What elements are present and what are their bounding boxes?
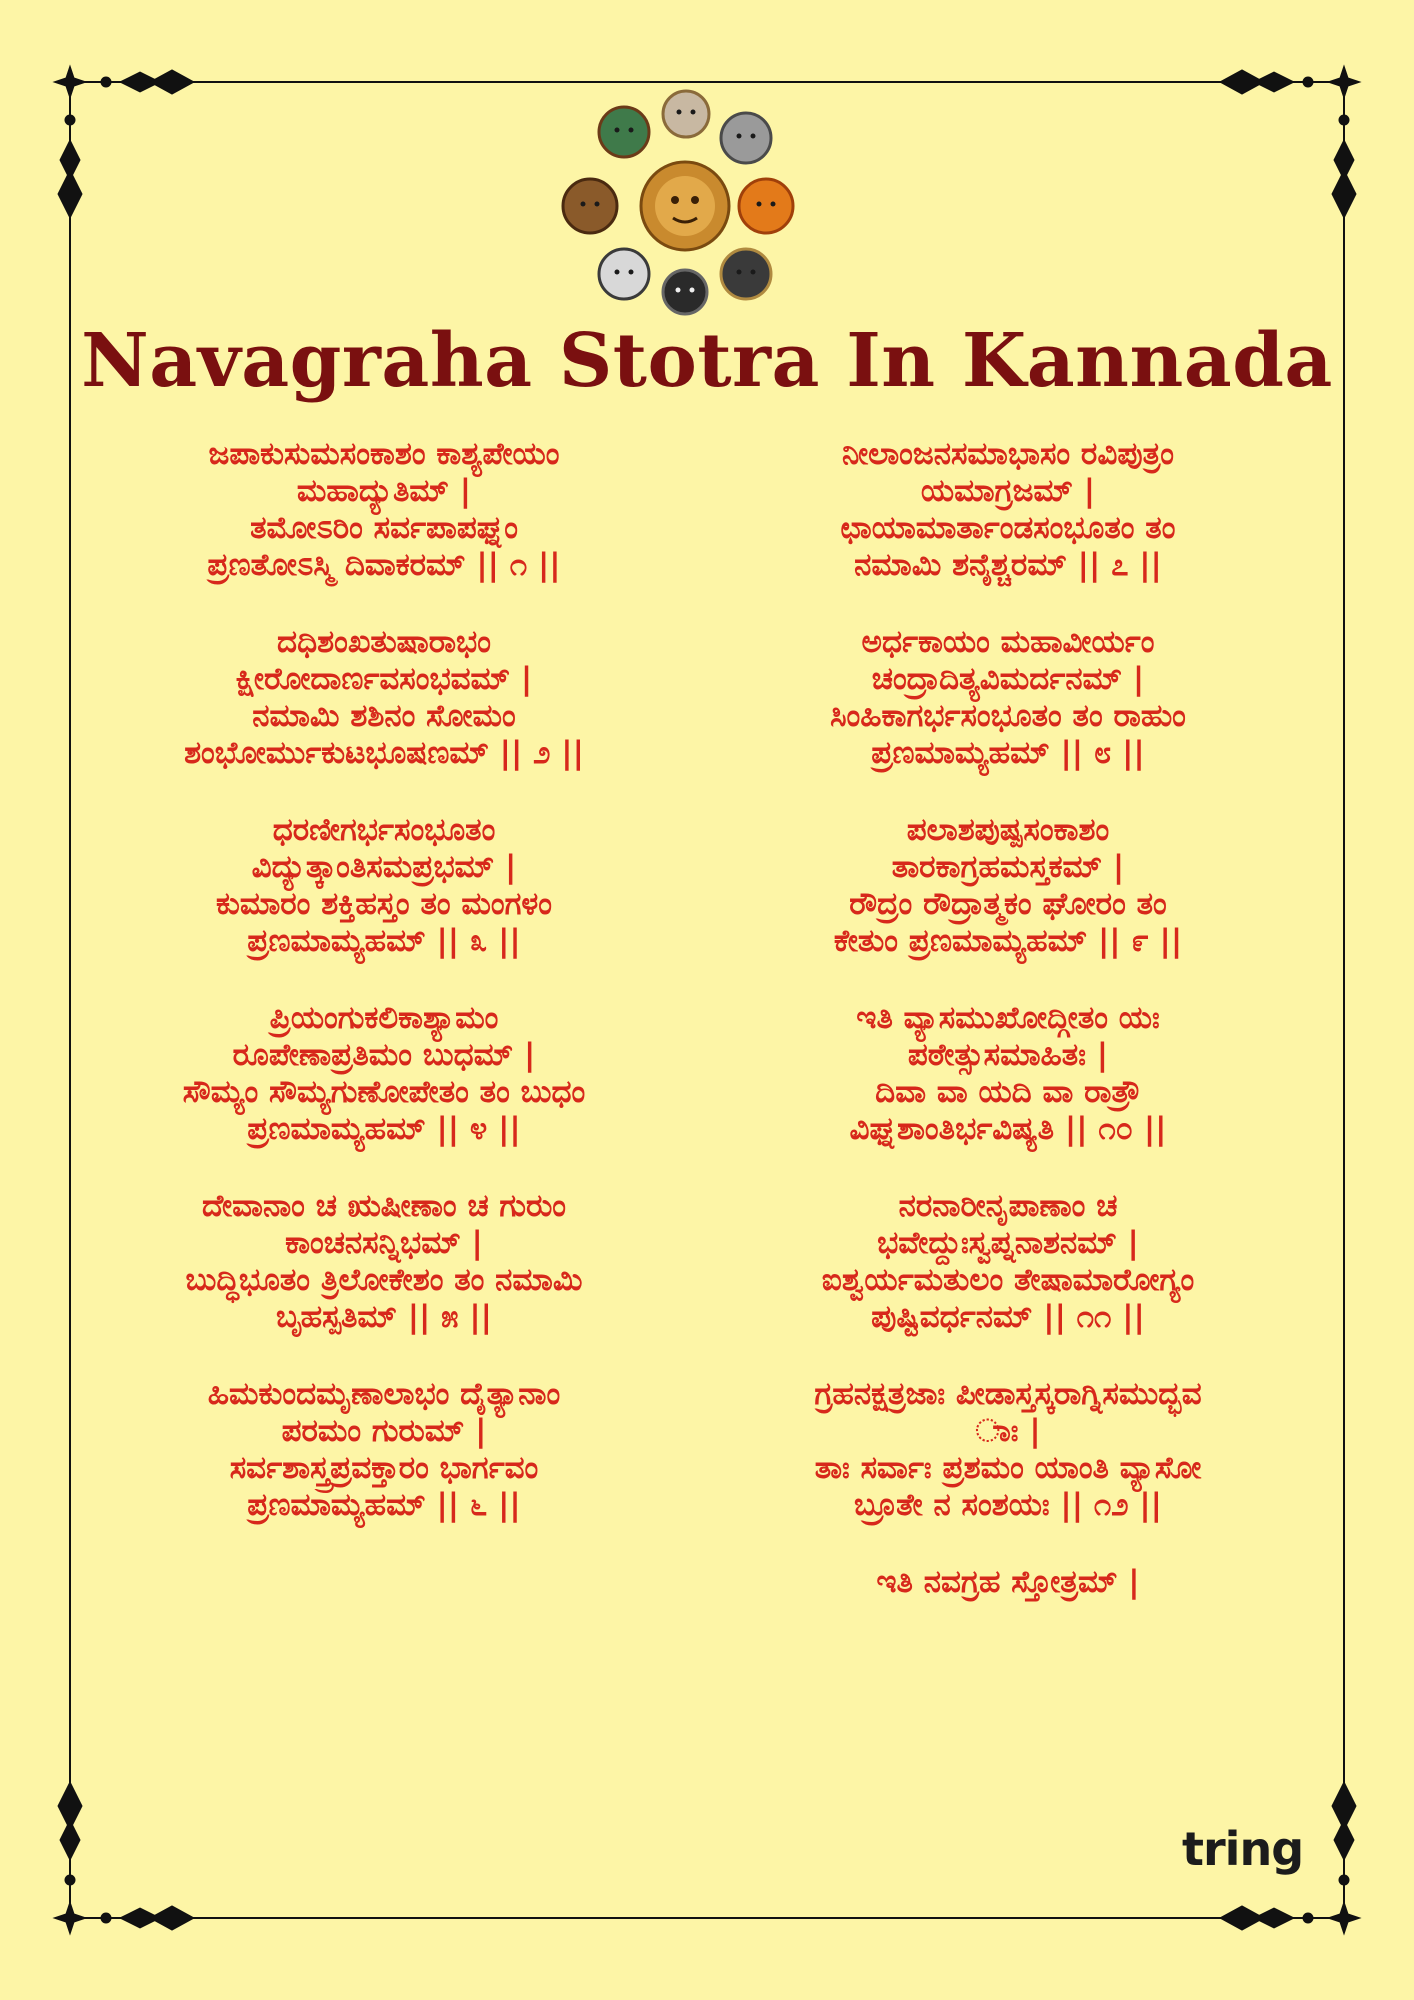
- verse: [688, 1376, 1328, 1564]
- verse-line: ಪಲಾಶಪುಷ್ಪಸಂಕಾಶಂ: [906, 812, 1110, 848]
- verse-line: ಕುಮಾರಂ ಶಕ್ತಿಹಸ್ತಂ ತಂ ಮಂಗಳಂ: [216, 886, 552, 922]
- verse: [64, 436, 704, 624]
- verse-line: ನಮಾಮಿ ಶಶಿನಂ ಸೋಮಂ: [252, 698, 516, 734]
- verse-line: ಹಿಮಕುಂದಮೃಣಾಲಾಭಂ ದೈತ್ಯಾನಾಂ: [207, 1376, 561, 1412]
- verse-line: ನೀಲಾಂಜನಸಮಾಭಾಸಂ ರವಿಪುತ್ರಂ: [841, 436, 1175, 472]
- verse-line: ಇತಿ ವ್ಯಾಸಮುಖೋದ್ಗೀತಂ ಯಃ: [856, 1000, 1160, 1036]
- verse-line: ಕ್ಷೀರೋದಾರ್ಣವಸಂಭವಮ್ |: [235, 661, 533, 697]
- verse-line: ಬ್ರೂತೇ ನ ಸಂಶಯಃ || ೧೨ ||: [853, 1487, 1163, 1523]
- verse: [64, 1376, 704, 1564]
- verse-line: ತಾರಕಾಗ್ರಹಮಸ್ತಕಮ್ |: [891, 849, 1125, 885]
- verse-line: ಾಃ |: [975, 1413, 1041, 1449]
- verse-line: ವಿಘ್ನಶಾಂತಿರ್ಭವಿಷ್ಯತಿ || ೧೦ ||: [849, 1111, 1167, 1147]
- verse: [688, 1000, 1328, 1188]
- verse-line: ಧರಣೀಗರ್ಭಸಂಭೂತಂ: [272, 812, 496, 848]
- page-title: Navagraha Stotra In Kannada: [81, 318, 1333, 404]
- verse-line: ಪ್ರಣತೋಽಸ್ಮಿ ದಿವಾಕರಮ್ || ೧ ||: [207, 547, 561, 583]
- verse-line: ಬೃಹಸ್ಪತಿಮ್ || ೫ ||: [276, 1299, 492, 1335]
- verse-line: ಯಮಾಗ್ರಜಮ್ |: [920, 473, 1096, 509]
- verse: [688, 812, 1328, 1000]
- verse-line: ಸಿಂಹಿಕಾಗರ್ಭಸಂಭೂತಂ ತಂ ರಾಹುಂ: [830, 698, 1186, 734]
- verse-line: ಪ್ರಣಮಾಮ್ಯಹಮ್ || ೩ ||: [247, 923, 521, 959]
- verse: [64, 1000, 704, 1188]
- verse-line: ಶಂಭೋರ್ಮುಕುಟಭೂಷಣಮ್ || ೨ ||: [184, 735, 584, 771]
- verse-line: ಕಾಂಚನಸನ್ನಿಭಮ್ |: [285, 1225, 483, 1261]
- verse-line: ಪ್ರಣಮಾಮ್ಯಹಮ್ || ೪ ||: [247, 1111, 521, 1147]
- verse-line: ಛಾಯಾಮಾರ್ತಾಂಡಸಂಭೂತಂ ತಂ: [840, 510, 1176, 546]
- verse-line: ಭವೇದ್ದುಃಸ್ವಪ್ನನಾಶನಮ್ |: [877, 1225, 1139, 1261]
- closing-line: ಇತಿ ನವಗ್ರಹ ಸ್ತೋತ್ರಮ್ |: [876, 1564, 1140, 1600]
- verse-line: ಚಂದ್ರಾದಿತ್ಯವಿಮರ್ದನಮ್ |: [871, 661, 1145, 697]
- verse-line: ರೌದ್ರಂ ರೌದ್ರಾತ್ಮಕಂ ಘೋರಂ ತಂ: [849, 886, 1167, 922]
- verse-line: ಗ್ರಹನಕ್ಷತ್ರಜಾಃ ಪೀಡಾಸ್ತಸ್ಕರಾಗ್ನಿಸಮುದ್ಭವ: [814, 1376, 1202, 1412]
- verse-line: ಪರಮಂ ಗುರುಮ್ |: [281, 1413, 487, 1449]
- verse-line: ಕೇತುಂ ಪ್ರಣಮಾಮ್ಯಹಮ್ || ೯ ||: [833, 923, 1183, 959]
- verse-line: ರೂಪೇಣಾಪ್ರತಿಮಂ ಬುಧಮ್ |: [232, 1037, 536, 1073]
- verse-line: ಅರ್ಧಕಾಯಂ ಮಹಾವೀರ್ಯಂ: [861, 624, 1155, 660]
- verse: [688, 436, 1328, 624]
- verse-line: ಪ್ರಣಮಾಮ್ಯಹಮ್ || ೮ ||: [871, 735, 1145, 771]
- verse-line: ದಿವಾ ವಾ ಯದಿ ವಾ ರಾತ್ರೌ: [875, 1074, 1141, 1110]
- verse-line: ಮಹಾದ್ಯುತಿಮ್ |: [296, 473, 472, 509]
- verse-line: ಪ್ರಣಮಾಮ್ಯಹಮ್ || ೬ ||: [247, 1487, 521, 1523]
- verse-line: ಪುಷ್ಟಿವರ್ಧನಮ್ || ೧೧ ||: [871, 1299, 1145, 1335]
- brand-logo: tring: [1182, 1822, 1304, 1876]
- verse-line: ಜಪಾಕುಸುಮಸಂಕಾಶಂ ಕಾಶ್ಯಪೇಯಂ: [208, 436, 560, 472]
- verse-line: ತಮೋಽರಿಂ ಸರ್ವಪಾಪಘ್ನಂ: [250, 510, 518, 546]
- verse-line: ಬುದ್ಧಿಭೂತಂ ತ್ರಿಲೋಕೇಶಂ ತಂ ನಮಾಮಿ: [185, 1262, 583, 1298]
- verse-line: ವಿದ್ಯುತ್ಕಾಂತಿಸಮಪ್ರಭಮ್ |: [251, 849, 517, 885]
- verse-line: ಸೌಮ್ಯಂ ಸೌಮ್ಯಗುಣೋಪೇತಂ ತಂ ಬುಧಂ: [182, 1074, 586, 1110]
- verse-line: ನರನಾರೀನೃಪಾಣಾಂ ಚ: [898, 1188, 1118, 1224]
- navagraha-nine-planets-icon: [560, 88, 810, 318]
- verse: [688, 1188, 1328, 1376]
- verses-left-column: [64, 436, 704, 1564]
- verse: [688, 624, 1328, 812]
- verse-line: ಪ್ರಿಯಂಗುಕಲಿಕಾಶ್ಯಾಮಂ: [269, 1000, 499, 1036]
- verse-line: ಸರ್ವಶಾಸ್ತ್ರಪ್ರವಕ್ತಾರಂ ಭಾರ್ಗವಂ: [229, 1450, 539, 1486]
- verse-line: ತಾಃ ಸರ್ವಾಃ ಪ್ರಶಮಂ ಯಾಂತಿ ವ್ಯಾಸೋ: [814, 1450, 1202, 1486]
- verse-line: ದೇವಾನಾಂ ಚ ಋಷೀಣಾಂ ಚ ಗುರುಂ: [201, 1188, 567, 1224]
- verse-line: ನಮಾಮಿ ಶನೈಶ್ಚರಮ್ || ೭ ||: [854, 547, 1162, 583]
- verse: [64, 1188, 704, 1376]
- verse: [64, 812, 704, 1000]
- verse-line: ಪಠೇತ್ಸುಸಮಾಹಿತಃ |: [907, 1037, 1109, 1073]
- verses-right-column: [688, 436, 1328, 1601]
- verse-line: ದಧಿಶಂಖತುಷಾರಾಭಂ: [277, 624, 491, 660]
- verse-line: ಐಶ್ವರ್ಯಮತುಲಂ ತೇಷಾಮಾರೋಗ್ಯಂ: [821, 1262, 1195, 1298]
- verse: [64, 624, 704, 812]
